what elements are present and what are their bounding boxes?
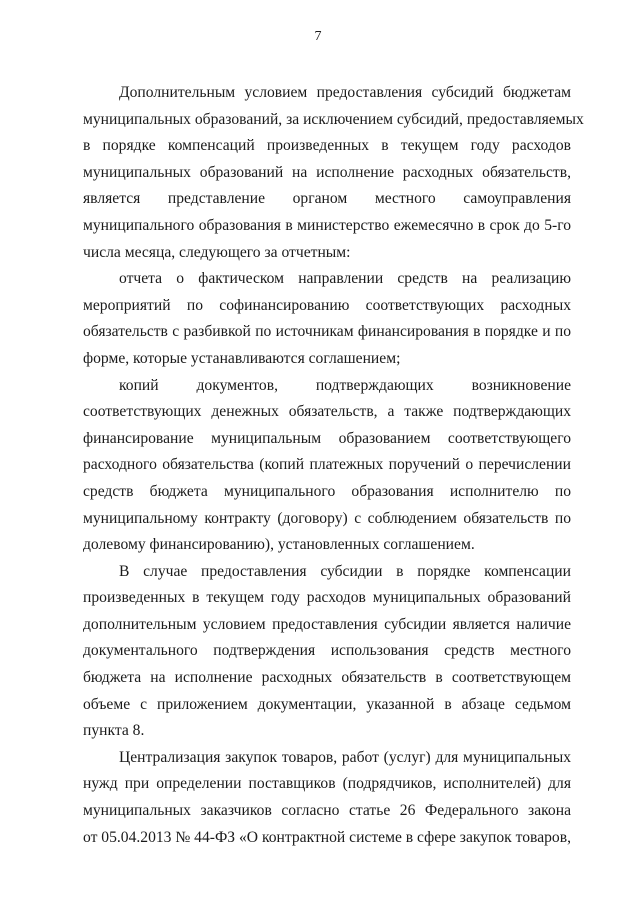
text-line: муниципального образования в министерство ежемесячно в срок до 5-го [83,216,571,234]
text-line: соответствующих денежных обязательств, а также подтверждающих [83,403,571,421]
paragraph-document-copies [83,373,571,559]
text-line: муниципальных образований, за исключением субсидий, предоставляемых [83,110,584,128]
text-line: Дополнительным условием предоставления субсидий бюджетам [119,84,571,101]
paragraph-additional-condition [83,80,584,266]
text-line: является представление органом местного самоуправления [83,190,571,208]
text-line: бюджета на исполнение расходных обязательств в соответствующем [83,669,571,687]
text-line: числа месяца, следующего за отчетным: [83,243,351,261]
text-line: финансирование муниципальным образованием соответствующего [83,429,571,447]
text-line: средств бюджета муниципального образования исполнителю по [83,482,571,500]
text-line: долевому финансированию), установленных соглашением. [83,536,475,554]
text-line: расходного обязательства (копий платежных поручений о перечислении [83,456,571,474]
text-line: документального подтверждения использования средств местного [83,642,571,660]
text-line: объеме с приложением документации, указанной в абзаце седьмом [83,695,571,713]
text-line: обязательств с разбивкой по источникам финансирования в порядке и по [83,323,571,341]
text-line: форме, которые устанавливаются соглашением; [83,349,401,367]
document-body [83,80,584,851]
text-line: дополнительным условием предоставления субсидии является наличие [83,615,571,633]
text-line: муниципальному контракту (договору) с соблюдением обязательств по [83,509,571,527]
paragraph-compensation-case [83,559,571,745]
text-line: нужд при определении поставщиков (подрядчиков, исполнителей) для [83,775,571,793]
paragraph-procurement-centralization [83,745,571,851]
text-line: мероприятий по софинансированию соответствующих расходных [83,296,571,314]
text-line: муниципальных заказчиков согласно статье 26 Федерального закона [83,802,571,820]
text-line: пункта 8. [83,722,145,740]
paragraph-report [83,266,571,372]
text-line: копий документов, подтверждающих возникновение [119,376,571,394]
text-line: муниципальных образований на исполнение расходных обязательств, [83,163,571,181]
text-line: произведенных в текущем году расходов муниципальных образований [83,589,571,607]
text-line: Централизация закупок товаров, работ (услуг) для муниципальных [119,748,571,766]
page-number: 7 [314,29,322,44]
text-line: от 05.04.2013 № 44-ФЗ «О контрактной системе в сфере закупок товаров, [83,828,571,846]
text-line: отчета о фактическом направлении средств на реализацию [119,270,571,288]
text-line: В случае предоставления субсидии в порядке компенсации [119,562,571,580]
text-line: в порядке компенсаций произведенных в текущем году расходов [83,137,571,155]
